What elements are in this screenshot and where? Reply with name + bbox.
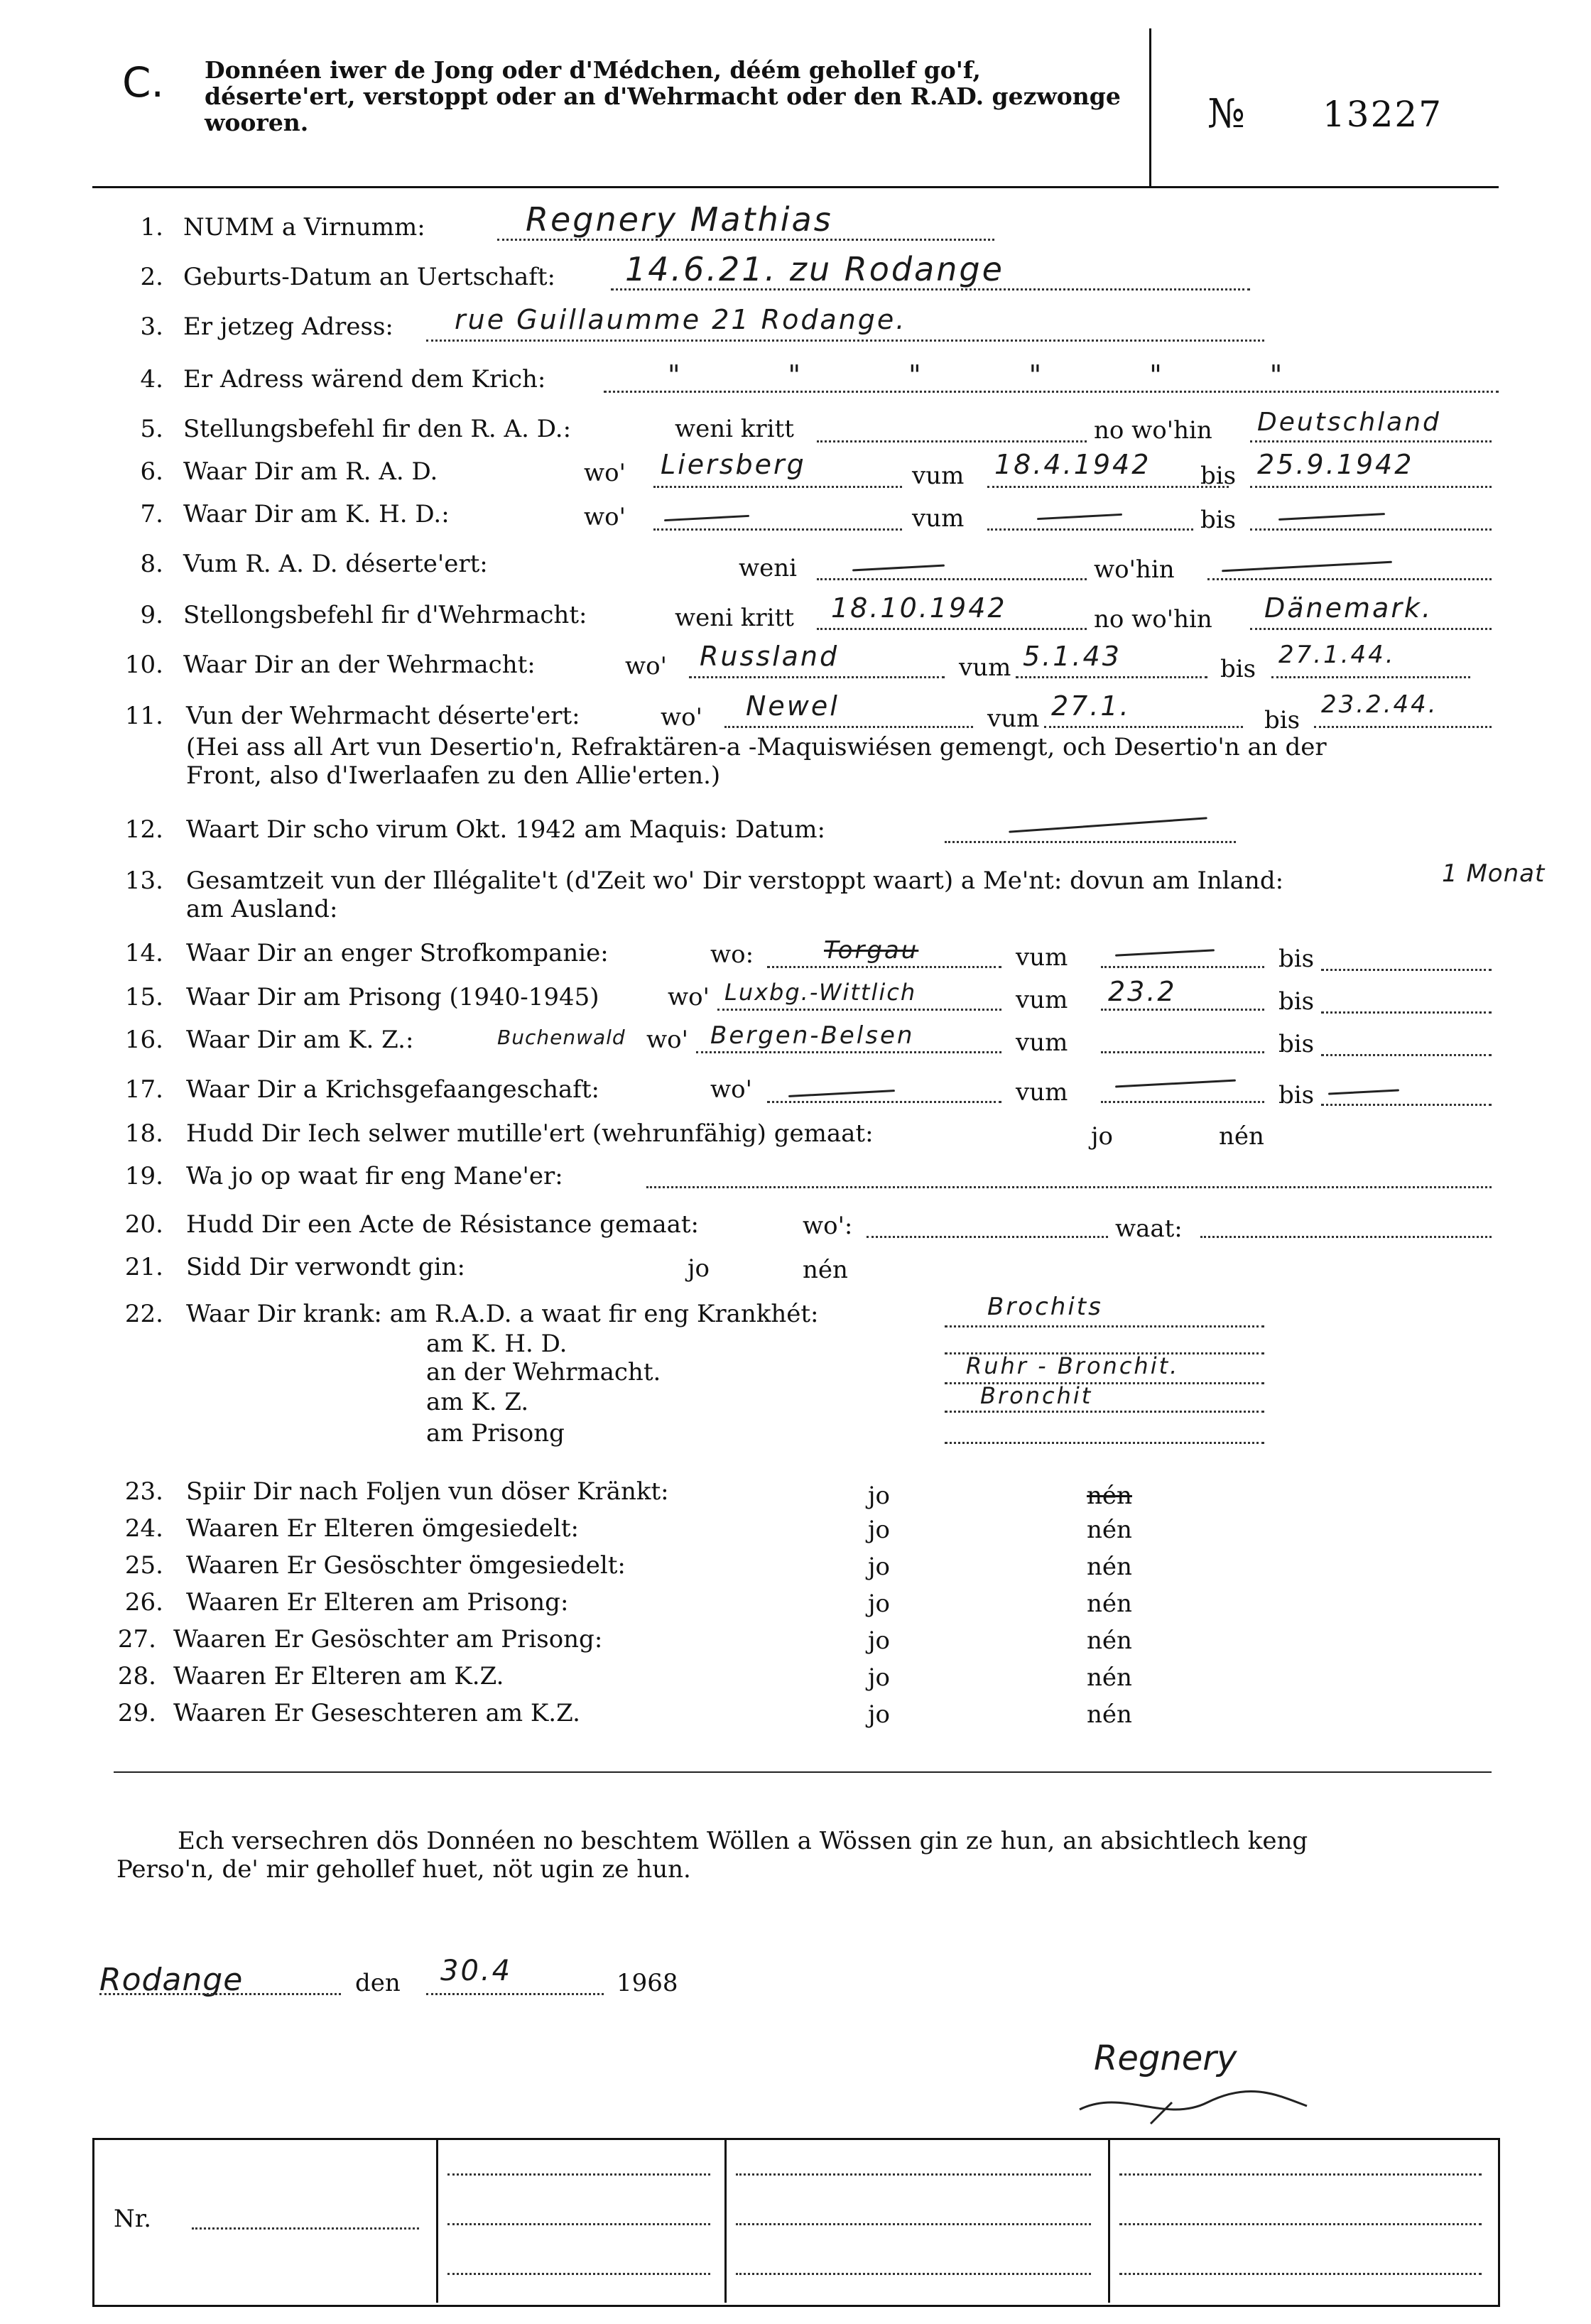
field-label: Waar Dir am K. Z.: bbox=[186, 1026, 414, 1054]
waat-label: waat: bbox=[1115, 1215, 1183, 1243]
field-number: 22. bbox=[124, 1300, 163, 1328]
name-value: Regnery Mathias bbox=[526, 200, 833, 239]
fill-line bbox=[689, 676, 945, 678]
field-label: Spiir Dir nach Foljen vun döser Kränkt: bbox=[186, 1477, 669, 1506]
field-label: Waaren Er Elteren am Prisong: bbox=[186, 1588, 569, 1617]
wo-label: wo: bbox=[710, 940, 754, 969]
jo-option: jo bbox=[868, 1553, 891, 1581]
fill-line bbox=[1016, 676, 1207, 678]
bis-label: bis bbox=[1200, 462, 1237, 490]
field-label: Wa jo op waat fir eng Mane'er: bbox=[186, 1162, 563, 1190]
desertion-note-line2: Front, also d'Iwerlaafen zu den Allie'erten.) bbox=[186, 761, 721, 790]
illness-wehrmacht-value: Ruhr - Bronchit. bbox=[966, 1352, 1180, 1379]
vum-label: vum bbox=[959, 653, 1011, 682]
fill-line bbox=[1101, 1101, 1264, 1103]
vum-label: vum bbox=[1016, 986, 1068, 1014]
signature: Regnery bbox=[1094, 2038, 1237, 2078]
wohin-label: wo'hin bbox=[1094, 555, 1175, 584]
fill-line bbox=[1200, 1236, 1492, 1238]
camp-pre-value: Buchenwald bbox=[497, 1026, 626, 1049]
field-number: 14. bbox=[124, 939, 163, 967]
empty-dash bbox=[1115, 949, 1215, 956]
field-label: Waar Dir krank: am R.A.D. a waat fir eng Krankhét: bbox=[186, 1300, 819, 1328]
field-number: 1. bbox=[140, 213, 163, 241]
footer-divider bbox=[1108, 2138, 1110, 2303]
fill-line bbox=[1101, 1009, 1264, 1011]
year-label: 1968 bbox=[617, 1969, 678, 1997]
bis-label: bis bbox=[1278, 1081, 1315, 1109]
fill-line bbox=[1250, 628, 1492, 630]
declaration-line1: Ech versechren dös Donnéen no beschtem Wöllen a Wössen gin ze hun, an absichtlech keng bbox=[178, 1827, 1308, 1855]
field-label: Waar Dir am R. A. D. bbox=[183, 457, 438, 486]
fill-line bbox=[99, 1993, 341, 1995]
vum-label: vum bbox=[987, 705, 1040, 733]
bis-label: bis bbox=[1278, 945, 1315, 973]
field-number: 19. bbox=[124, 1162, 163, 1190]
jo-option: jo bbox=[868, 1700, 891, 1729]
illness-kz-value: Bronchit bbox=[980, 1382, 1093, 1409]
field-label: Waart Dir scho virum Okt. 1942 am Maquis: Datum: bbox=[186, 815, 825, 844]
birth-value: 14.6.21. zu Rodange bbox=[625, 250, 1004, 288]
field-number: 8. bbox=[140, 550, 163, 578]
fill-line bbox=[987, 486, 1229, 488]
field-number: 9. bbox=[140, 601, 163, 629]
field-label: Geburts-Datum an Uertschaft: bbox=[183, 263, 555, 291]
empty-dash bbox=[1115, 1080, 1236, 1088]
footer-divider bbox=[436, 2138, 438, 2303]
jo-option: jo bbox=[868, 1516, 891, 1544]
field-number: 15. bbox=[124, 983, 163, 1011]
illness-sub-khd: am K. H. D. bbox=[426, 1330, 568, 1358]
nr-label: Nr. bbox=[114, 2205, 152, 2233]
field-label: Er Adress wärend dem Krich: bbox=[183, 365, 546, 393]
field-label: Hudd Dir een Acte de Résistance gemaat: bbox=[186, 1210, 699, 1239]
nen-option: nén bbox=[1087, 1590, 1132, 1618]
field-number: 16. bbox=[124, 1026, 163, 1054]
form-title: Donnéen iwer de Jong oder d'Médchen, déém gehollef go'f, déserte'ert, verstoppt oder an d'Wehrmacht oder den R.AD. gezwonge wooren. bbox=[205, 56, 1121, 136]
desertion-note-line1: (Hei ass all Art vun Desertio'n, Refraktären-a -Maquiswiésen gemengt, och Desertio'n an der bbox=[186, 733, 1327, 761]
vum-label: vum bbox=[1016, 1078, 1068, 1107]
fill-line bbox=[817, 628, 1087, 630]
bis-label: bis bbox=[1278, 1030, 1315, 1058]
desertion-place-value: Newel bbox=[746, 690, 840, 722]
wo-label: wo' bbox=[710, 1075, 752, 1104]
fill-line bbox=[1321, 969, 1492, 971]
field-number: 29. bbox=[117, 1699, 156, 1727]
field-number: 10. bbox=[124, 651, 163, 679]
fill-line bbox=[653, 528, 902, 531]
field-number: 23. bbox=[124, 1477, 163, 1506]
field-number: 7. bbox=[140, 500, 163, 528]
fill-line bbox=[696, 1051, 1001, 1053]
fill-line bbox=[817, 578, 1087, 580]
wo-label: wo' bbox=[668, 983, 710, 1011]
bis-label: bis bbox=[1200, 506, 1237, 534]
footer-table bbox=[92, 2138, 1500, 2307]
fill-line bbox=[653, 486, 902, 488]
fill-line bbox=[646, 1186, 1492, 1188]
field-label: Waaren Er Elteren ömgesiedelt: bbox=[186, 1514, 579, 1543]
place-value: Rodange bbox=[99, 1962, 244, 1998]
field-number: 11. bbox=[124, 702, 163, 730]
section-letter: C. bbox=[122, 58, 164, 107]
prison-place-value: Luxbg.-Wittlich bbox=[724, 979, 917, 1006]
field-number: 3. bbox=[140, 313, 163, 341]
header-rule bbox=[92, 186, 1499, 188]
field-number: 6. bbox=[140, 457, 163, 486]
rad-to-value: 25.9.1942 bbox=[1257, 449, 1414, 480]
wm-place-value: Russland bbox=[700, 641, 840, 672]
jo-option: jo bbox=[688, 1254, 710, 1283]
wo-label: wo' bbox=[584, 503, 626, 531]
fill-line bbox=[1314, 726, 1492, 728]
field-number: 12. bbox=[124, 815, 163, 844]
field-label: NUMM a Virnumm: bbox=[183, 213, 425, 241]
bis-label: bis bbox=[1278, 987, 1315, 1016]
field-label: Waar Dir am Prisong (1940-1945) bbox=[186, 983, 599, 1011]
fill-line bbox=[945, 1442, 1264, 1444]
jo-option: jo bbox=[868, 1627, 891, 1655]
fill-line bbox=[817, 440, 1087, 442]
fill-line bbox=[604, 391, 1499, 393]
fill-line bbox=[1321, 1054, 1492, 1056]
wo-label: wo': bbox=[803, 1212, 853, 1240]
fill-line bbox=[426, 1993, 604, 1995]
fill-line bbox=[1250, 486, 1492, 488]
fill-line bbox=[987, 528, 1193, 531]
wo-label: wo' bbox=[661, 703, 702, 732]
fill-line bbox=[717, 1009, 1001, 1011]
field-label: Waar Dir am K. H. D.: bbox=[183, 500, 450, 528]
field-number: 18. bbox=[124, 1119, 163, 1148]
bis-label: bis bbox=[1220, 655, 1256, 683]
field-label: Hudd Dir Iech selwer mutille'ert (wehrunfähig) gemaat: bbox=[186, 1119, 874, 1148]
field-label: Er jetzeg Adress: bbox=[183, 313, 393, 341]
vum-label: vum bbox=[912, 462, 965, 490]
nen-option: nén bbox=[803, 1256, 848, 1284]
fill-line bbox=[497, 239, 994, 241]
inland-duration-value: 1 Monat bbox=[1442, 859, 1546, 888]
weni-label: weni kritt bbox=[675, 415, 794, 443]
den-label: den bbox=[355, 1969, 401, 1997]
jo-option: jo bbox=[1091, 1122, 1114, 1151]
illness-sub-prisong: am Prisong bbox=[426, 1419, 565, 1448]
field-label: Sidd Dir verwondt gin: bbox=[186, 1253, 465, 1281]
header-divider bbox=[1149, 28, 1151, 188]
vum-label: vum bbox=[1016, 1028, 1068, 1057]
field-number: 5. bbox=[140, 415, 163, 443]
fill-line bbox=[447, 2273, 710, 2275]
empty-dash bbox=[788, 1090, 895, 1097]
rad-place-value: Liersberg bbox=[661, 449, 806, 480]
desertion-from-value: 27.1. bbox=[1051, 690, 1131, 722]
nen-option: nén bbox=[1087, 1516, 1132, 1544]
fill-line bbox=[1250, 440, 1492, 442]
field-label: Stellongsbefehl fir d'Wehrmacht: bbox=[183, 601, 587, 629]
fill-line bbox=[1101, 1051, 1264, 1053]
nen-option-struck: nén bbox=[1087, 1482, 1132, 1510]
field-label: Waar Dir a Krichsgefaangeschaft: bbox=[186, 1075, 599, 1104]
fill-line bbox=[1321, 1104, 1492, 1106]
fill-line bbox=[767, 966, 1001, 968]
fill-line bbox=[1321, 1011, 1492, 1014]
field-number: 4. bbox=[140, 365, 163, 393]
fill-line bbox=[611, 288, 1250, 290]
field-number: 27. bbox=[117, 1625, 156, 1654]
fill-line bbox=[1271, 676, 1470, 678]
penal-company-place-value: Torgau bbox=[824, 936, 919, 965]
jo-option: jo bbox=[868, 1663, 891, 1692]
rad-from-value: 18.4.1942 bbox=[994, 449, 1151, 480]
illness-rad-value: Brochits bbox=[987, 1293, 1103, 1321]
nen-option: nén bbox=[1087, 1663, 1132, 1692]
illness-sub-wehrmacht: an der Wehrmacht. bbox=[426, 1358, 661, 1386]
vum-label: vum bbox=[1016, 943, 1068, 972]
field-label: Stellungsbefehl fir den R. A. D.: bbox=[183, 415, 572, 443]
field-label: Vun der Wehrmacht déserte'ert: bbox=[186, 702, 580, 730]
empty-dash bbox=[1037, 514, 1122, 520]
wm-from-value: 5.1.43 bbox=[1023, 641, 1122, 672]
fill-line bbox=[767, 1101, 1001, 1103]
rad-destination-value: Deutschland bbox=[1257, 408, 1441, 437]
field-label: Waar Dir an der Wehrmacht: bbox=[183, 651, 536, 679]
field-label: Vum R. A. D. déserte'ert: bbox=[183, 550, 488, 578]
field-number: 25. bbox=[124, 1551, 163, 1580]
field-number: 20. bbox=[124, 1210, 163, 1239]
date-value: 30.4 bbox=[440, 1955, 513, 1987]
bis-label: bis bbox=[1264, 706, 1301, 734]
jo-option: jo bbox=[868, 1482, 891, 1510]
field-number: 28. bbox=[117, 1662, 156, 1690]
nen-option: nén bbox=[1087, 1553, 1132, 1581]
nen-option: nén bbox=[1219, 1122, 1264, 1151]
wm-destination-value: Dänemark. bbox=[1264, 592, 1433, 624]
field-label-abroad: am Ausland: bbox=[186, 895, 338, 923]
nen-option: nén bbox=[1087, 1700, 1132, 1729]
vum-label: vum bbox=[912, 504, 965, 533]
desertion-to-value: 23.2.44. bbox=[1321, 690, 1438, 719]
declaration-line2: Perso'n, de' mir gehollef huet, nöt ugin ze hun. bbox=[116, 1855, 691, 1884]
wm-order-date-value: 18.10.1942 bbox=[831, 592, 1007, 624]
fill-line bbox=[1101, 966, 1264, 968]
empty-dash bbox=[1328, 1089, 1399, 1095]
field-label: Waaren Er Gesöschter ömgesiedelt: bbox=[186, 1551, 626, 1580]
wartime-address-value: " " " " " " bbox=[668, 359, 1332, 391]
weni-label: weni kritt bbox=[675, 604, 794, 632]
form-number: 13227 bbox=[1323, 94, 1443, 135]
empty-dash bbox=[852, 565, 945, 572]
wo-label: wo' bbox=[646, 1026, 688, 1054]
footer-divider bbox=[724, 2138, 727, 2303]
fill-line bbox=[945, 1411, 1264, 1413]
wo-label: wo' bbox=[625, 652, 667, 680]
fill-line bbox=[1119, 2273, 1482, 2275]
signature-flourish bbox=[1065, 2074, 1321, 2131]
field-number: 21. bbox=[124, 1253, 163, 1281]
fill-line bbox=[736, 2273, 1091, 2275]
fill-line bbox=[1119, 2223, 1482, 2225]
fill-line bbox=[736, 2173, 1091, 2176]
empty-dash bbox=[1278, 513, 1385, 521]
field-label: Waar Dir an enger Strofkompanie: bbox=[186, 939, 609, 967]
fill-line bbox=[736, 2223, 1091, 2225]
wohin-label: no wo'hin bbox=[1094, 605, 1212, 634]
wohin-label: no wo'hin bbox=[1094, 416, 1212, 445]
fill-line bbox=[867, 1236, 1108, 1238]
jo-option: jo bbox=[868, 1590, 891, 1618]
field-number: 13. bbox=[124, 867, 163, 895]
empty-dash bbox=[1222, 561, 1392, 572]
field-number: 26. bbox=[124, 1588, 163, 1617]
section-divider bbox=[114, 1771, 1492, 1773]
illness-sub-kz: am K. Z. bbox=[426, 1388, 529, 1416]
number-symbol: № bbox=[1207, 91, 1245, 137]
fill-line bbox=[447, 2173, 710, 2176]
field-label: Gesamtzeit vun der Illégalite't (d'Zeit wo' Dir verstoppt waart) a Me'nt: dovun am Inland: bbox=[186, 867, 1284, 895]
field-number: 17. bbox=[124, 1075, 163, 1104]
prison-from-value: 23.2 bbox=[1108, 976, 1177, 1007]
empty-dash bbox=[664, 515, 749, 521]
fill-line bbox=[426, 340, 1264, 342]
fill-line bbox=[1044, 726, 1243, 728]
wo-label: wo' bbox=[584, 459, 626, 487]
field-label: Waaren Er Gesöschter am Prisong: bbox=[173, 1625, 603, 1654]
field-number: 24. bbox=[124, 1514, 163, 1543]
wm-to-value: 27.1.44. bbox=[1278, 641, 1396, 669]
fill-line bbox=[945, 841, 1236, 843]
fill-line bbox=[447, 2223, 710, 2225]
fill-line bbox=[1207, 578, 1492, 580]
field-number: 2. bbox=[140, 263, 163, 291]
empty-dash bbox=[1009, 817, 1207, 833]
weni-label: weni bbox=[739, 554, 797, 582]
field-label: Waaren Er Geseschteren am K.Z. bbox=[173, 1699, 580, 1727]
fill-line bbox=[945, 1325, 1264, 1327]
address-value: rue Guillaumme 21 Rodange. bbox=[455, 304, 907, 335]
field-label: Waaren Er Elteren am K.Z. bbox=[173, 1662, 504, 1690]
fill-line bbox=[1119, 2173, 1482, 2176]
nen-option: nén bbox=[1087, 1627, 1132, 1655]
fill-line bbox=[1250, 528, 1492, 531]
fill-line bbox=[724, 726, 973, 728]
fill-line bbox=[192, 2227, 419, 2230]
camp-place-value: Bergen-Belsen bbox=[710, 1021, 915, 1050]
